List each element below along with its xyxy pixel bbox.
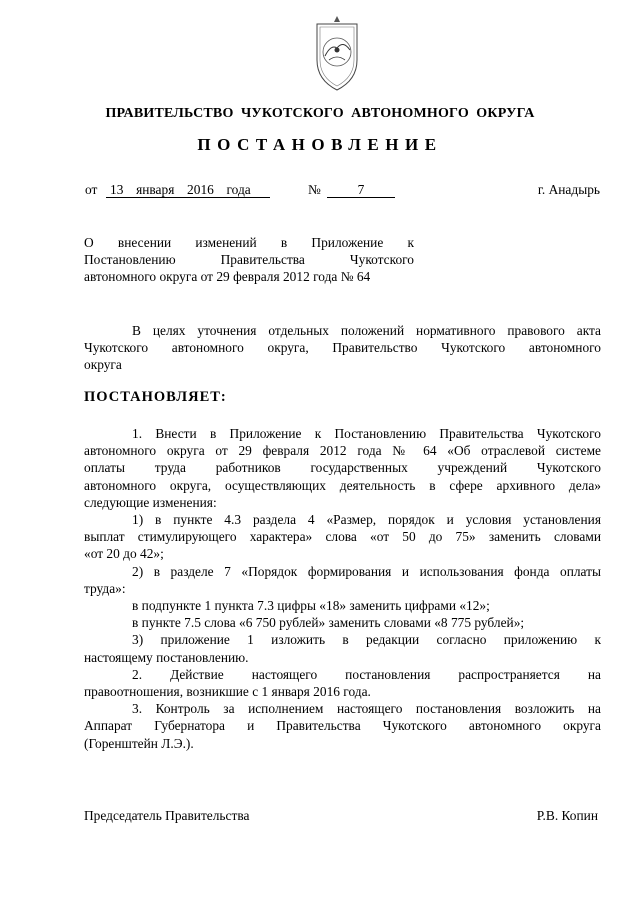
body-line: «от 20 до 42»; [84, 546, 164, 562]
body-line: оплаты труда работников государственных учреждений Чукотского [84, 460, 601, 476]
body-line: 3) приложение 1 изложить в редакции согласно приложению к [132, 632, 601, 648]
number-sign: № [308, 182, 321, 197]
date-prefix: от [85, 182, 98, 197]
body-line: 2) в разделе 7 «Порядок формирования и использования фонда оплаты [132, 563, 601, 579]
resolves-heading: ПОСТАНОВЛЯЕТ: [84, 389, 227, 405]
body-line: следующие изменения: [84, 494, 217, 510]
body-line: автономного округа от 29 февраля 2012 года № 64 «Об отраслевой системе [84, 443, 601, 459]
preamble-line: Чукотского автономного округа, Правительство Чукотского автономного [84, 340, 601, 355]
preamble-line: округа [84, 357, 122, 372]
body-line: 3. Контроль за исполнением настоящего постановления возложить на [132, 701, 601, 717]
body-line: 1. Внести в Приложение к Постановлению Правительства Чукотского [132, 426, 601, 441]
organization-title: ПРАВИТЕЛЬСТВО ЧУКОТСКОГО АВТОНОМНОГО ОКРУГА [105, 106, 535, 121]
signatory-position: Председатель Правительства [84, 808, 250, 823]
body-line: 1) в пункте 4.3 раздела 4 «Размер, порядок и условия установления [132, 512, 601, 528]
body-line: автономного округа, осуществляющих деятельность в сфере архивного дела» [84, 477, 601, 493]
body-line: 2. Действие настоящего постановления распространяется на [132, 666, 601, 682]
body-line: в пункте 7.5 слова «6 750 рублей» заменить словами «8 775 рублей»; [132, 615, 525, 631]
city: г. Анадырь [537, 182, 600, 197]
resolution-body [84, 425, 601, 752]
date-number-row [0, 182, 640, 202]
document-subject [84, 234, 414, 285]
body-line: (Горенштейн Л.Э.). [84, 735, 194, 751]
subject-line: О внесении изменений в Приложение к [84, 235, 414, 250]
body-line: правоотношения, возникшие с 1 января 2016 года. [84, 684, 371, 700]
preamble-line: В целях уточнения отдельных положений нормативного правового акта [132, 323, 601, 338]
document-type-heading: ПОСТАНОВЛЕНИЕ [197, 135, 443, 154]
body-line: Аппарат Губернатора и Правительства Чукотского автономного округа [84, 718, 601, 734]
body-line: труда»: [84, 580, 126, 596]
subject-line: Постановлению Правительства Чукотского [84, 252, 414, 267]
signature-row [84, 808, 598, 826]
preamble [84, 322, 601, 373]
coat-of-arms-icon [307, 14, 367, 94]
body-line: выплат стимулирующего характера» слова «от 50 до 75» заменить словами [84, 529, 601, 545]
body-line: настоящему постановлению. [84, 649, 249, 665]
document-date: 13 января 2016 года [106, 182, 270, 198]
document-number: 7 [327, 182, 395, 198]
body-line: в подпункте 1 пункта 7.3 цифры «18» заменить цифрами «12»; [132, 598, 490, 614]
signatory-name: Р.В. Копин [536, 808, 598, 823]
subject-line: автономного округа от 29 февраля 2012 года № 64 [84, 269, 371, 284]
